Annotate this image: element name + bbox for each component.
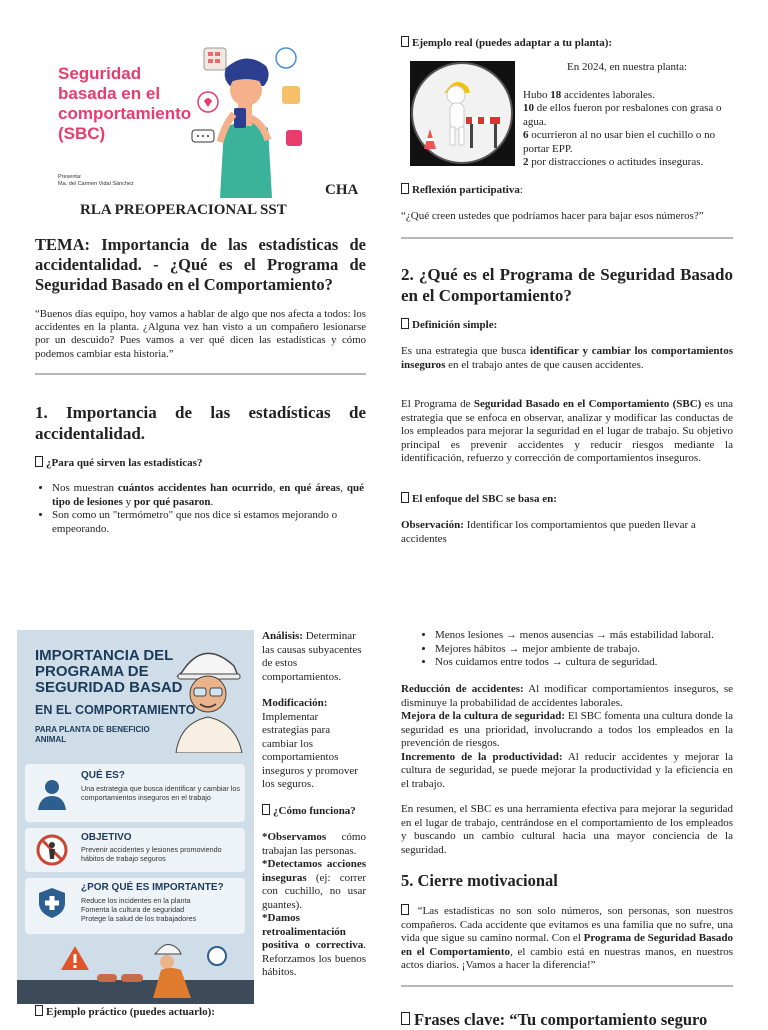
stat-number: 6 (523, 129, 529, 141)
definition-text (401, 345, 733, 372)
incremento-paragraph (401, 751, 733, 792)
text: Mejores hábitos (435, 642, 506, 655)
title-line: PROGRAMA DE (35, 663, 149, 680)
benefits-list (401, 629, 767, 670)
text: Nos muestran (52, 482, 118, 494)
list-item (435, 656, 767, 670)
title-line: SEGURIDAD BASAD (35, 679, 183, 696)
stat-number: 10 (523, 102, 534, 114)
text: Es una estrategia que busca (401, 345, 530, 357)
definition-label-text: Definición simple: (412, 319, 498, 331)
text-bold: en qué áreas (279, 482, 341, 494)
section1-title: 1. Importancia de las estadísticas de accidentalidad. (35, 403, 366, 443)
section1-bullets (18, 482, 364, 536)
example-label (401, 36, 612, 49)
infographic-title (35, 648, 183, 696)
checkbox-glyph-icon (35, 1005, 43, 1016)
text: cultura de seguridad. (565, 656, 658, 668)
arrow-icon: → (508, 642, 520, 655)
card-line: Fomenta la cultura de seguridad (81, 905, 185, 914)
header-cha: CHA (325, 182, 359, 198)
text: “Las estadísticas no son solo números, son personas, son nuestros compañeros. Cada accidente que evitamos es una familia que no sufre, una vida que sigue su camino normal. Con el (401, 905, 733, 944)
card-que-es (25, 764, 245, 822)
audience-line: PARA PLANTA DE BENEFICIO (35, 725, 150, 734)
section5-title: 5. Cierre motivacional (401, 871, 558, 890)
example-label-text: Ejemplo real (puedes adaptar a tu planta): (412, 37, 613, 49)
intro-paragraph: “Buenos días equipo, hoy vamos a hablar de algo que nos afecta a todos: los accidentes en la planta. ¿Alguna vez han visto a un compañero lesionarse por un descuido? Pues vamos a ver qué dicen las estadísticas y cómo podemos cambiar esta historia.” (35, 308, 366, 360)
text: , el cambio está en nuestras manos, en nuestros actos diarios. ¡Vamos a hacer la diferencia!” (401, 945, 734, 971)
text: Al reducir accidentes y mejorar la cultura de seguridad, se puede mejorar la productividad y la eficiencia en el trabajo. (401, 750, 733, 790)
frases-text: Frases clave: “Tu comportamiento seguro (414, 1010, 708, 1029)
text: Determinar las causas subyacentes de estos comportamientos. (262, 630, 362, 683)
text: Menos lesiones (435, 629, 504, 641)
prohibited-icon (35, 833, 69, 867)
text: , (340, 482, 347, 494)
ejemplo-practico-label (35, 1005, 215, 1018)
text: (ej: correr con cuchillo, no usar guantes). (262, 871, 366, 911)
divider (35, 373, 366, 375)
text-bold: Análisis: (262, 630, 303, 642)
text-bold: Reducción de accidentes: (401, 683, 524, 695)
text: mejor ambiente de trabajo. (522, 642, 640, 655)
card-objetivo (25, 828, 245, 872)
card-line: Reduce los incidentes en la planta (81, 896, 191, 905)
stat-line (523, 156, 731, 170)
safety-worker-barrier-image (410, 61, 515, 166)
checkbox-glyph-icon (401, 183, 409, 194)
sbc-infographic (17, 630, 254, 1004)
benefits-paragraphs (401, 683, 733, 791)
mejora-paragraph (401, 710, 733, 751)
card-title: QUÉ ES? (81, 770, 125, 781)
card-title: OBJETIVO (81, 832, 132, 843)
text: . (210, 495, 214, 508)
reflexion-label-text: Reflexión participativa (412, 184, 520, 196)
text: es una estrategia que se enfoca en observar, analizar y modificar las conductas de los empleados para mejorar la seguridad en el lugar de trabajo. Su objetivo principal es prevenir accidentes y reducir riesgos mediante la identificación, refuerzo y corrección de comportamientos inseguros. (401, 398, 733, 464)
text: Identificar los comportamientos que pueden llevar a accidentes (401, 519, 696, 545)
text-bold: identificar y cambiar los comportamientos inseguros (401, 345, 733, 371)
question-text: ¿Para qué sirven las estadísticas? (46, 457, 203, 469)
text: El Programa de (401, 398, 474, 410)
card-title: ¿POR QUÉ ES IMPORTANTE? (81, 882, 224, 893)
text: : (519, 184, 523, 196)
text-bold: Mejora de la cultura de seguridad: (401, 710, 566, 722)
audience-line: ANIMAL (35, 735, 67, 744)
text: y (122, 495, 134, 508)
analisis-text (262, 630, 366, 684)
card-text: Prevenir accidentes y lesiones promoviendo hábitos de trabajo seguros (81, 845, 222, 863)
worker-conveyor-illustration (17, 936, 254, 1004)
section1-question (35, 456, 202, 469)
text: más estabilidad laboral. (609, 629, 714, 641)
person-icon (35, 776, 69, 810)
text: de ellos fueron por resbalones con grasa o agua. (523, 102, 722, 128)
step-detectamos (262, 858, 366, 912)
text: Hubo (523, 88, 551, 101)
enfoque-label (401, 492, 557, 505)
text-bold: Observación: (401, 519, 464, 531)
observacion-text (401, 519, 733, 546)
text-bold: Programa de Seguridad Basado en el Comportamiento (401, 932, 733, 958)
list-item (435, 629, 767, 643)
checkbox-glyph-icon (262, 804, 270, 815)
stat-number: 2 (523, 156, 529, 168)
text: ocurrieron al no usar bien el cuchillo o no portar EPP. (523, 129, 716, 155)
reflexion-label (401, 183, 523, 196)
presenta-label: Presenta: (58, 174, 82, 180)
text-bold: *Observamos (262, 831, 327, 843)
stat-line (523, 129, 731, 156)
text-bold: Incremento de la productividad: (401, 750, 563, 763)
header-charla: RLA PREOPERACIONAL SST (80, 202, 287, 218)
como-funciona-label (262, 804, 356, 817)
reduccion-paragraph (401, 683, 733, 710)
cover-title (58, 64, 191, 144)
sbc-description (401, 398, 733, 466)
stat-line (523, 102, 731, 129)
checkbox-glyph-icon (401, 1012, 410, 1025)
text: cómo trabajan las personas. (262, 831, 366, 857)
frases-clave (401, 1010, 707, 1030)
stat-line (523, 89, 731, 103)
cover-title-line: (SBC) (58, 124, 106, 143)
card-importancia (25, 878, 245, 934)
text: Al modificar comportamientos inseguros, se disminuye la probabilidad de accidentes laborales. (401, 683, 733, 709)
shield-icon (35, 886, 69, 920)
list-item (52, 482, 364, 509)
divider (401, 985, 733, 987)
text-bold: por qué pasaron (133, 495, 211, 508)
text: en el trabajo antes de que causen accidentes. (445, 358, 644, 371)
enfoque-text: El enfoque del SBC se basa en: (412, 493, 557, 505)
arrow-icon: → (505, 629, 517, 641)
infographic-subtitle: EN EL COMPORTAMIENTO (35, 703, 196, 717)
step-retroalimentacion (262, 912, 366, 980)
text: Implementar estrategias para cambiar los comportamientos inseguros y promover los seguros. (262, 710, 358, 790)
definition-label (401, 318, 497, 331)
stat-number: 18 (550, 88, 562, 101)
infographic-audience (35, 725, 150, 745)
divider (401, 237, 733, 239)
text-bold: qué tipo de lesiones (52, 482, 365, 508)
checkbox-glyph-icon (35, 456, 43, 467)
resumen-paragraph: En resumen, el SBC es una herramienta efectiva para mejorar la seguridad en el lugar de trabajo, centrándose en el comportamiento de los empleados y buscando un cambio cultural hacia una mayor conciencia de la seguridad. (401, 803, 733, 856)
text: , (272, 482, 280, 494)
section2-title: 2. ¿Qué es el Programa de Seguridad Basado en el Comportamiento? (401, 265, 733, 305)
cierre-paragraph (401, 904, 733, 973)
cover-title-line: basada en el (58, 84, 161, 103)
checkbox-glyph-icon (401, 318, 409, 329)
text-bold: *Damos retroalimentación positiva o correctiva (262, 912, 364, 951)
title-line: IMPORTANCIA DEL (35, 647, 174, 664)
cover-image (40, 38, 340, 198)
reflexion-quote: “¿Qué creen ustedes que podríamos hacer para bajar esos números?” (401, 210, 704, 222)
step-observamos (262, 831, 366, 858)
arrow-icon: → (551, 656, 563, 668)
person-with-phone-illustration (190, 42, 340, 198)
text: por distracciones o actitudes inseguras. (528, 156, 704, 168)
card-text (81, 896, 241, 923)
text-bold: *Detectamos acciones inseguras (262, 858, 366, 884)
list-item (435, 643, 767, 657)
practical-text: Ejemplo práctico (puedes actuarlo): (46, 1006, 215, 1018)
text: accidentes laborales. (561, 88, 655, 101)
como-funciona-steps (262, 831, 366, 980)
example-year: En 2024, en nuestra planta: (566, 61, 688, 73)
text: menos ausencias (519, 629, 594, 641)
checkbox-glyph-icon (401, 904, 409, 915)
cover-presenter (58, 174, 134, 188)
cover-title-line: Seguridad (58, 64, 142, 83)
card-text: Una estrategia que busca identificar y cambiar los comportamientos inseguros en el trabajo (81, 784, 241, 802)
text-bold: Modificación: (262, 697, 328, 709)
card-line: Protege la salud de los trabajadores (81, 914, 197, 923)
list-item: • Son como un "termómetro" que nos dice si estamos mejorando o empeorando. (52, 509, 364, 536)
worker-with-helmet-illustration (172, 638, 254, 753)
text: El SBC fomenta una cultura donde la seguridad es una prioridad, involucrando a todos los empleados en la prevención de riesgos. (401, 710, 734, 749)
modificacion-text (262, 697, 366, 792)
text-bold: cuántos accidentes han ocurrido (117, 482, 273, 494)
checkbox-glyph-icon (401, 36, 409, 47)
example-stats (523, 61, 731, 170)
text-bold: Seguridad Basado en el Comportamiento (SBC) (473, 398, 702, 410)
arrow-icon: → (596, 629, 608, 641)
como-text: ¿Cómo funciona? (273, 805, 356, 817)
checkbox-glyph-icon (401, 492, 409, 503)
text: . Reforzamos los buenos hábitos. (262, 939, 366, 978)
text: Nos cuidamos entre todos (435, 656, 549, 668)
author-name: Ma. del Carmen Vidal Sánchez (58, 181, 134, 187)
cover-title-line: comportamiento (58, 104, 192, 123)
tema-heading: TEMA: Importancia de las estadísticas de accidentalidad. - ¿Qué es el Programa de Seguridad Basado en el Comportamiento? (35, 235, 366, 294)
